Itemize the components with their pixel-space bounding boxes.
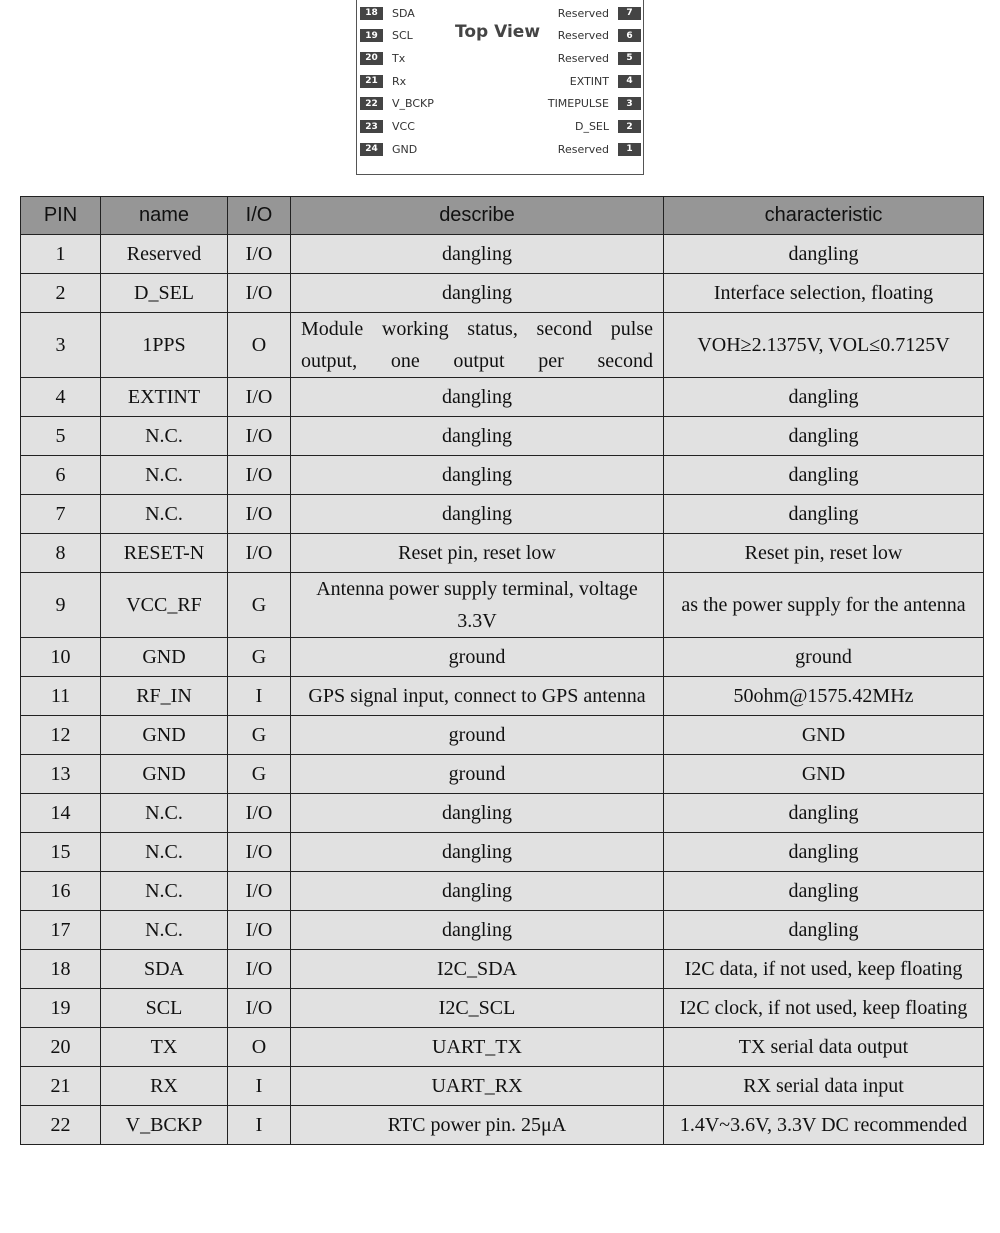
table-row	[21, 911, 984, 950]
diagram-pin	[360, 97, 434, 111]
table-row	[21, 989, 984, 1028]
table-row	[21, 950, 984, 989]
cell-io: G	[228, 716, 291, 755]
cell-characteristic: dangling	[664, 833, 984, 872]
diagram-pin	[570, 74, 641, 88]
diagram-pin	[360, 29, 413, 43]
cell-io: I	[228, 1106, 291, 1145]
cell-describe: dangling	[291, 794, 664, 833]
cell-io: I	[228, 1067, 291, 1106]
table-row	[21, 1028, 984, 1067]
cell-io: I/O	[228, 378, 291, 417]
cell-name: TX	[101, 1028, 228, 1067]
diagram-pin-name: V_BCKP	[392, 97, 434, 111]
cell-name: V_BCKP	[101, 1106, 228, 1145]
table-row	[21, 1067, 984, 1106]
diagram-pin-number: 4	[618, 75, 641, 88]
cell-describe: RTC power pin. 25μA	[291, 1106, 664, 1145]
diagram-pin-name: Tx	[392, 51, 406, 65]
cell-characteristic: as the power supply for the antenna	[664, 573, 984, 638]
diagram-pin-number: 18	[360, 7, 383, 20]
cell-characteristic: dangling	[664, 235, 984, 274]
header-io: I/O	[228, 197, 291, 235]
diagram-pin-number: 22	[360, 97, 383, 110]
cell-describe: dangling	[291, 274, 664, 313]
cell-name: Reserved	[101, 235, 228, 274]
cell-describe: ground	[291, 716, 664, 755]
diagram-pin-name: D_SEL	[574, 120, 609, 133]
cell-describe: I2C_SCL	[291, 989, 664, 1028]
cell-pin: 15	[21, 833, 101, 872]
cell-name: GND	[101, 716, 228, 755]
cell-io: I/O	[228, 534, 291, 573]
diagram-pin-number: 2	[618, 120, 641, 133]
cell-characteristic: GND	[664, 716, 984, 755]
cell-describe: Reset pin, reset low	[291, 534, 664, 573]
diagram-pin-name: TIMEPULSE	[547, 97, 609, 111]
cell-io: I	[228, 677, 291, 716]
cell-name: GND	[101, 638, 228, 677]
table-row	[21, 638, 984, 677]
cell-describe: UART_RX	[291, 1067, 664, 1106]
table-row	[21, 833, 984, 872]
diagram-pin-number: 1	[618, 143, 641, 156]
cell-characteristic: RX serial data input	[664, 1067, 984, 1106]
diagram-pin	[558, 51, 641, 65]
cell-io: O	[228, 1028, 291, 1067]
diagram-pin-name: GND	[392, 142, 418, 156]
header-name: name	[101, 197, 228, 235]
cell-describe: dangling	[291, 378, 664, 417]
diagram-pin-name: Reserved	[557, 51, 609, 65]
cell-characteristic: 1.4V~3.6V, 3.3V DC recommended	[664, 1106, 984, 1145]
diagram-pin	[558, 6, 641, 20]
cell-pin: 13	[21, 755, 101, 794]
diagram-pin-number: 19	[360, 29, 383, 42]
cell-pin: 2	[21, 274, 101, 313]
diagram-pin-name: SDA	[392, 6, 415, 20]
cell-io: G	[228, 638, 291, 677]
cell-io: I/O	[228, 235, 291, 274]
cell-describe: dangling	[291, 833, 664, 872]
diagram-pin-number: 5	[618, 52, 641, 65]
diagram-pin-name: SCL	[392, 29, 413, 43]
cell-pin: 4	[21, 378, 101, 417]
diagram-pin-name: Reserved	[557, 29, 609, 43]
cell-io: I/O	[228, 456, 291, 495]
diagram-pin-number: 7	[618, 7, 641, 20]
cell-name: EXTINT	[101, 378, 228, 417]
header-describe: describe	[291, 197, 664, 235]
diagram-pin-name: Rx	[392, 74, 407, 88]
cell-name: SCL	[101, 989, 228, 1028]
pin-table	[20, 196, 984, 1145]
cell-pin: 16	[21, 872, 101, 911]
cell-io: I/O	[228, 950, 291, 989]
diagram-pin	[360, 51, 405, 65]
diagram-pin-number: 24	[360, 143, 383, 156]
cell-characteristic: VOH≥2.1375V, VOL≤0.7125V	[664, 313, 984, 378]
cell-io: I/O	[228, 495, 291, 534]
table-row	[21, 495, 984, 534]
cell-describe: dangling	[291, 495, 664, 534]
cell-io: I/O	[228, 794, 291, 833]
cell-pin: 6	[21, 456, 101, 495]
cell-characteristic: ground	[664, 638, 984, 677]
cell-describe: dangling	[291, 235, 664, 274]
diagram-pin	[548, 97, 641, 111]
cell-characteristic: dangling	[664, 911, 984, 950]
cell-characteristic: Interface selection, floating	[664, 274, 984, 313]
cell-pin: 7	[21, 495, 101, 534]
table-row	[21, 716, 984, 755]
cell-pin: 14	[21, 794, 101, 833]
table-row	[21, 573, 984, 638]
cell-name: RF_IN	[101, 677, 228, 716]
cell-name: RESET-N	[101, 534, 228, 573]
cell-pin: 9	[21, 573, 101, 638]
table-row	[21, 872, 984, 911]
cell-describe: dangling	[291, 456, 664, 495]
cell-describe: I2C_SDA	[291, 950, 664, 989]
cell-name: RX	[101, 1067, 228, 1106]
cell-name: 1PPS	[101, 313, 228, 378]
diagram-pin	[360, 142, 417, 156]
cell-name: N.C.	[101, 495, 228, 534]
cell-characteristic: dangling	[664, 872, 984, 911]
diagram-title: Top View	[455, 22, 541, 42]
cell-pin: 20	[21, 1028, 101, 1067]
cell-describe: Module working status, second pulse output, one output per second	[291, 313, 664, 378]
cell-pin: 5	[21, 417, 101, 456]
diagram-pin-name: EXTINT	[569, 74, 609, 88]
table-row	[21, 1106, 984, 1145]
cell-io: O	[228, 313, 291, 378]
cell-characteristic: Reset pin, reset low	[664, 534, 984, 573]
cell-characteristic: dangling	[664, 417, 984, 456]
cell-io: I/O	[228, 989, 291, 1028]
cell-characteristic: GND	[664, 755, 984, 794]
table-row	[21, 534, 984, 573]
diagram-pin-number: 3	[618, 97, 641, 110]
cell-name: N.C.	[101, 456, 228, 495]
diagram-pin-number: 20	[360, 52, 383, 65]
cell-name: GND	[101, 755, 228, 794]
cell-io: I/O	[228, 274, 291, 313]
header-pin: PIN	[21, 197, 101, 235]
cell-pin: 21	[21, 1067, 101, 1106]
cell-pin: 22	[21, 1106, 101, 1145]
table-row	[21, 235, 984, 274]
cell-characteristic: dangling	[664, 495, 984, 534]
cell-io: I/O	[228, 911, 291, 950]
cell-name: SDA	[101, 950, 228, 989]
cell-io: G	[228, 755, 291, 794]
table-row	[21, 378, 984, 417]
cell-describe: ground	[291, 638, 664, 677]
cell-io: I/O	[228, 872, 291, 911]
header-characteristic: characteristic	[664, 197, 984, 235]
table-row	[21, 794, 984, 833]
cell-name: N.C.	[101, 794, 228, 833]
diagram-pin-name: VCC	[392, 120, 415, 133]
cell-characteristic: TX serial data output	[664, 1028, 984, 1067]
diagram-pin-number: 21	[360, 75, 383, 88]
cell-name: VCC_RF	[101, 573, 228, 638]
cell-pin: 10	[21, 638, 101, 677]
cell-io: G	[228, 573, 291, 638]
cell-characteristic: I2C data, if not used, keep floating	[664, 950, 984, 989]
table-row	[21, 313, 984, 378]
table-row	[21, 456, 984, 495]
table-row	[21, 417, 984, 456]
table-row	[21, 677, 984, 716]
cell-characteristic: 50ohm@1575.42MHz	[664, 677, 984, 716]
diagram-pin	[360, 74, 406, 88]
cell-describe: dangling	[291, 872, 664, 911]
cell-describe: ground	[291, 755, 664, 794]
diagram-pin	[360, 6, 415, 20]
cell-pin: 18	[21, 950, 101, 989]
cell-name: D_SEL	[101, 274, 228, 313]
cell-characteristic: dangling	[664, 794, 984, 833]
cell-io: I/O	[228, 833, 291, 872]
diagram-pin	[575, 120, 641, 134]
diagram-pin-number: 23	[360, 120, 383, 133]
cell-describe: Antenna power supply terminal, voltage 3.3V	[291, 573, 664, 638]
cell-describe: UART_TX	[291, 1028, 664, 1067]
diagram-pin	[558, 142, 641, 156]
cell-characteristic: dangling	[664, 456, 984, 495]
cell-pin: 17	[21, 911, 101, 950]
table-row	[21, 755, 984, 794]
cell-name: N.C.	[101, 872, 228, 911]
cell-describe: GPS signal input, connect to GPS antenna	[291, 677, 664, 716]
diagram-pin-number: 6	[618, 29, 641, 42]
table-row	[21, 274, 984, 313]
cell-describe: dangling	[291, 417, 664, 456]
cell-pin: 1	[21, 235, 101, 274]
cell-name: N.C.	[101, 417, 228, 456]
cell-characteristic: dangling	[664, 378, 984, 417]
cell-pin: 12	[21, 716, 101, 755]
diagram-pin-name: Reserved	[557, 6, 609, 20]
cell-describe: dangling	[291, 911, 664, 950]
diagram-pin	[360, 120, 415, 134]
pin-diagram	[356, 0, 644, 175]
cell-pin: 3	[21, 313, 101, 378]
cell-pin: 11	[21, 677, 101, 716]
cell-name: N.C.	[101, 833, 228, 872]
cell-io: I/O	[228, 417, 291, 456]
table-header-row	[21, 197, 984, 235]
cell-name: N.C.	[101, 911, 228, 950]
diagram-pin-name: Reserved	[557, 142, 609, 156]
cell-pin: 8	[21, 534, 101, 573]
cell-characteristic: I2C clock, if not used, keep floating	[664, 989, 984, 1028]
cell-pin: 19	[21, 989, 101, 1028]
diagram-pin	[558, 29, 641, 43]
